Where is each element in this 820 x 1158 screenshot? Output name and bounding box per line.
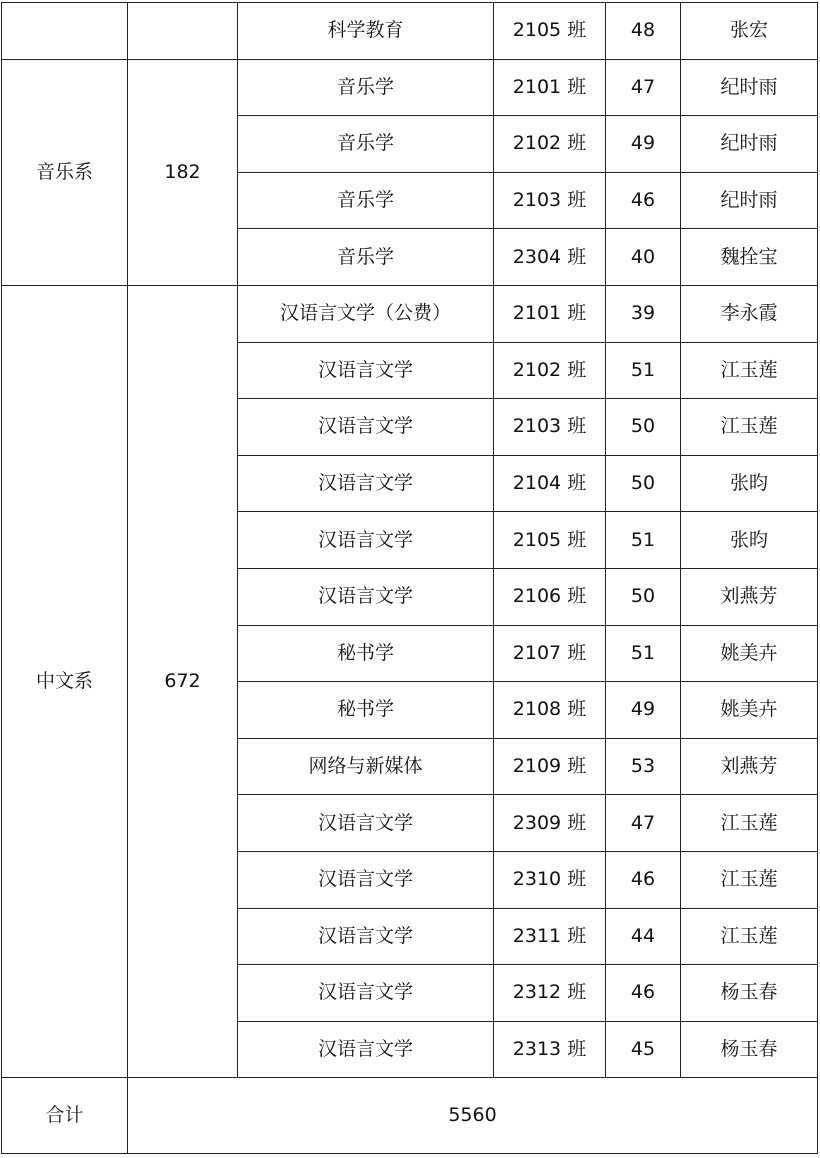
- teacher-cell: 刘燕芳: [681, 568, 818, 625]
- class-cell: 2109 班: [494, 738, 606, 795]
- class-cell: 2103 班: [494, 399, 606, 456]
- teacher-cell: 张昀: [681, 512, 818, 569]
- dept-count-cell: 182: [128, 59, 238, 285]
- teacher-cell: 张昀: [681, 455, 818, 512]
- teacher-cell: 江玉莲: [681, 795, 818, 852]
- teacher-cell: 纪时雨: [681, 116, 818, 173]
- students-cell: 49: [606, 682, 681, 739]
- students-cell: 40: [606, 229, 681, 286]
- teacher-cell: 张宏: [681, 3, 818, 60]
- major-cell: 汉语言文学: [238, 795, 494, 852]
- class-cell: 2309 班: [494, 795, 606, 852]
- class-cell: 2101 班: [494, 285, 606, 342]
- class-cell: 2104 班: [494, 455, 606, 512]
- major-cell: 音乐学: [238, 59, 494, 116]
- table-row: [2, 285, 818, 342]
- major-cell: 汉语言文学: [238, 851, 494, 908]
- class-cell: 2312 班: [494, 965, 606, 1022]
- class-cell: 2107 班: [494, 625, 606, 682]
- teacher-cell: 李永霞: [681, 285, 818, 342]
- students-cell: 50: [606, 455, 681, 512]
- class-cell: 2102 班: [494, 342, 606, 399]
- major-cell: 汉语言文学: [238, 512, 494, 569]
- major-cell: 秘书学: [238, 625, 494, 682]
- students-cell: 47: [606, 795, 681, 852]
- major-cell: 汉语言文学: [238, 1021, 494, 1078]
- teacher-cell: 纪时雨: [681, 172, 818, 229]
- major-cell: 汉语言文学: [238, 342, 494, 399]
- students-cell: 49: [606, 116, 681, 173]
- dept-cell: [2, 3, 128, 60]
- dept-count-cell: 672: [128, 285, 238, 1077]
- table-row: [2, 3, 818, 60]
- major-cell: 汉语言文学: [238, 568, 494, 625]
- class-cell: 2304 班: [494, 229, 606, 286]
- major-cell: 音乐学: [238, 172, 494, 229]
- teacher-cell: 杨玉春: [681, 1021, 818, 1078]
- dept-count-cell: [128, 3, 238, 60]
- teacher-cell: 姚美卉: [681, 625, 818, 682]
- teacher-cell: 刘燕芳: [681, 738, 818, 795]
- students-cell: 39: [606, 285, 681, 342]
- students-cell: 47: [606, 59, 681, 116]
- teacher-cell: 纪时雨: [681, 59, 818, 116]
- students-cell: 48: [606, 3, 681, 60]
- dept-cell: 音乐系: [2, 59, 128, 285]
- total-label: 合计: [2, 1078, 128, 1154]
- teacher-cell: 杨玉春: [681, 965, 818, 1022]
- students-cell: 51: [606, 512, 681, 569]
- major-cell: 汉语言文学: [238, 455, 494, 512]
- dept-cell: 中文系: [2, 285, 128, 1077]
- students-cell: 50: [606, 399, 681, 456]
- major-cell: 音乐学: [238, 116, 494, 173]
- class-cell: 2102 班: [494, 116, 606, 173]
- class-cell: 2310 班: [494, 851, 606, 908]
- class-cell: 2105 班: [494, 3, 606, 60]
- teacher-cell: 姚美卉: [681, 682, 818, 739]
- teacher-cell: 江玉莲: [681, 908, 818, 965]
- class-cell: 2105 班: [494, 512, 606, 569]
- class-cell: 2108 班: [494, 682, 606, 739]
- major-cell: 秘书学: [238, 682, 494, 739]
- major-cell: 科学教育: [238, 3, 494, 60]
- students-cell: 50: [606, 568, 681, 625]
- class-cell: 2311 班: [494, 908, 606, 965]
- teacher-cell: 魏拴宝: [681, 229, 818, 286]
- class-table: [1, 2, 818, 1154]
- class-cell: 2103 班: [494, 172, 606, 229]
- major-cell: 汉语言文学: [238, 399, 494, 456]
- students-cell: 51: [606, 625, 681, 682]
- major-cell: 汉语言文学（公费）: [238, 285, 494, 342]
- teacher-cell: 江玉莲: [681, 342, 818, 399]
- class-cell: 2106 班: [494, 568, 606, 625]
- teacher-cell: 江玉莲: [681, 399, 818, 456]
- major-cell: 汉语言文学: [238, 965, 494, 1022]
- students-cell: 46: [606, 172, 681, 229]
- class-cell: 2101 班: [494, 59, 606, 116]
- major-cell: 音乐学: [238, 229, 494, 286]
- total-value: 5560: [128, 1078, 818, 1154]
- major-cell: 网络与新媒体: [238, 738, 494, 795]
- students-cell: 53: [606, 738, 681, 795]
- students-cell: 44: [606, 908, 681, 965]
- students-cell: 46: [606, 851, 681, 908]
- table-row: [2, 59, 818, 116]
- students-cell: 51: [606, 342, 681, 399]
- major-cell: 汉语言文学: [238, 908, 494, 965]
- teacher-cell: 江玉莲: [681, 851, 818, 908]
- students-cell: 45: [606, 1021, 681, 1078]
- total-row: [2, 1078, 818, 1154]
- class-cell: 2313 班: [494, 1021, 606, 1078]
- students-cell: 46: [606, 965, 681, 1022]
